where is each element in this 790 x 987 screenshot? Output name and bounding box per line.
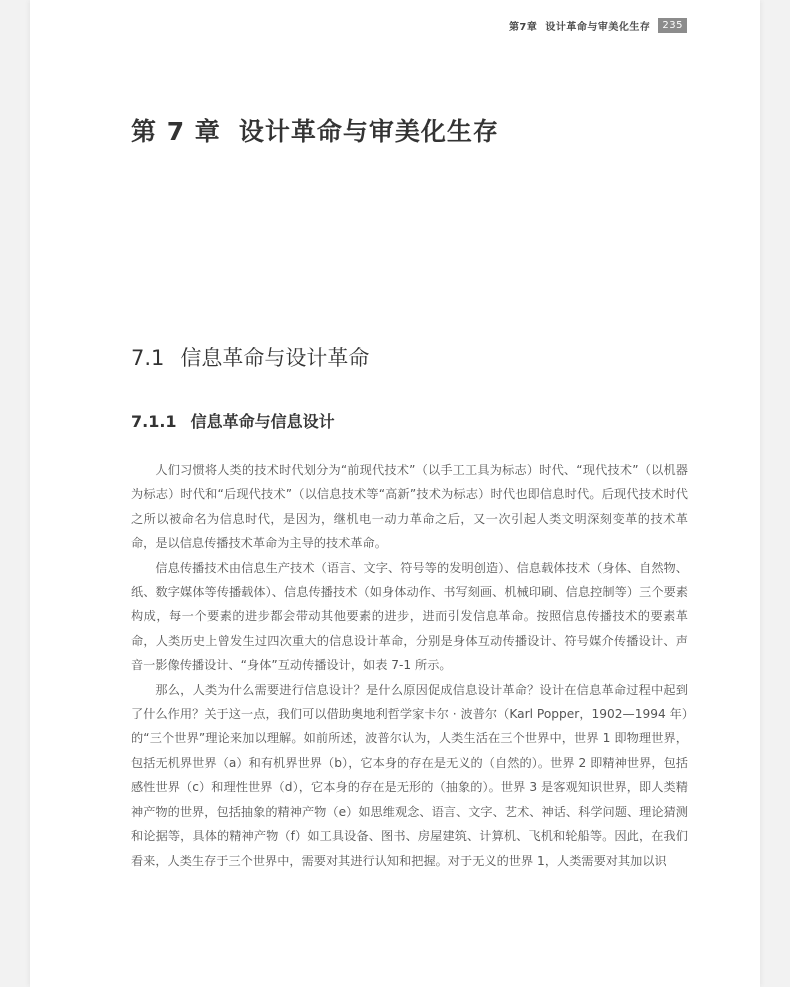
- chapter-number: 第 7 章: [131, 117, 221, 146]
- section-number: 7.1: [131, 346, 165, 370]
- page-number: 235: [658, 18, 687, 33]
- section-heading: [131, 342, 369, 372]
- subsection-heading: [131, 409, 335, 432]
- paragraph: 人们习惯将人类的技术时代划分为“前现代技术”（以手工工具为标志）时代、“现代技术”（以机器为标志）时代和“后现代技术”（以信息技术等“高新”技术为标志）时代也即信息时代。后现代技术时代之所以被命名为信息时代，是因为，继机电一动力革命之后，又一次引起人类文明深刻变革的技术革命，是以信息传播技术革命为主导的技术革命。: [131, 463, 688, 551]
- paragraph: 信息传播技术由信息生产技术（语言、文字、符号等的发明创造）、信息载体技术（身体、自然物、纸、数字媒体等传播载体）、信息传播技术（如身体动作、书写刻画、机械印刷、信息控制等）三个要素构成，每一个要素的进步都会带动其他要素的进步，进而引发信息革命。按照信息传播技术的要素革命，人类历史上曾发生过四次重大的信息设计革命，分别是身体互动传播设计、符号媒介传播设计、声音一影像传播设计、“身体”互动传播设计，如表 7-1 所示。: [131, 560, 688, 673]
- subsection-title-text: 信息革命与信息设计: [190, 412, 335, 431]
- section-title-text: 信息革命与设计革命: [180, 346, 370, 370]
- header-chapter: 第7章: [508, 22, 538, 33]
- body-text: [131, 458, 688, 873]
- chapter-title: [131, 112, 499, 148]
- header-title: 设计革命与审美化生存: [545, 22, 651, 33]
- chapter-title-text: 设计革命与审美化生存: [238, 117, 499, 146]
- running-header: [509, 18, 687, 33]
- book-page: [30, 0, 760, 987]
- subsection-number: 7.1.1: [131, 412, 177, 431]
- paragraph: 那么，人类为什么需要进行信息设计？是什么原因促成信息设计革命？设计在信息革命过程中起到了什么作用？关于这一点，我们可以借助奥地利哲学家卡尔 · 波普尔（Karl Popper，1902—1994 年）的“三个世界”理论来加以理解。如前所述，波普尔认为，人类生活在三个世界中，世界 1 即物理世界，包括无机界世界（a）和有机界世界（b），它本身的存在是无义的（自然的）。世界 2 即精神世界，包括感性世界（c）和理性世界（d），它本身的存在是无形的（抽象的）。世界 3 是客观知识世界，即人类精神产物的世界，包括抽象的精神产物（e）如思维观念、语言、文字、艺术、神话、科学问题、理论猜测和论据等，具体的精神产物（f）如工具设备、图书、房屋建筑、计算机、飞机和轮船等。因此，在我们看来，人类生存于三个世界中，需要对其进行认知和把握。对于无义的世界 1，人类需要对其加以识: [131, 682, 688, 868]
